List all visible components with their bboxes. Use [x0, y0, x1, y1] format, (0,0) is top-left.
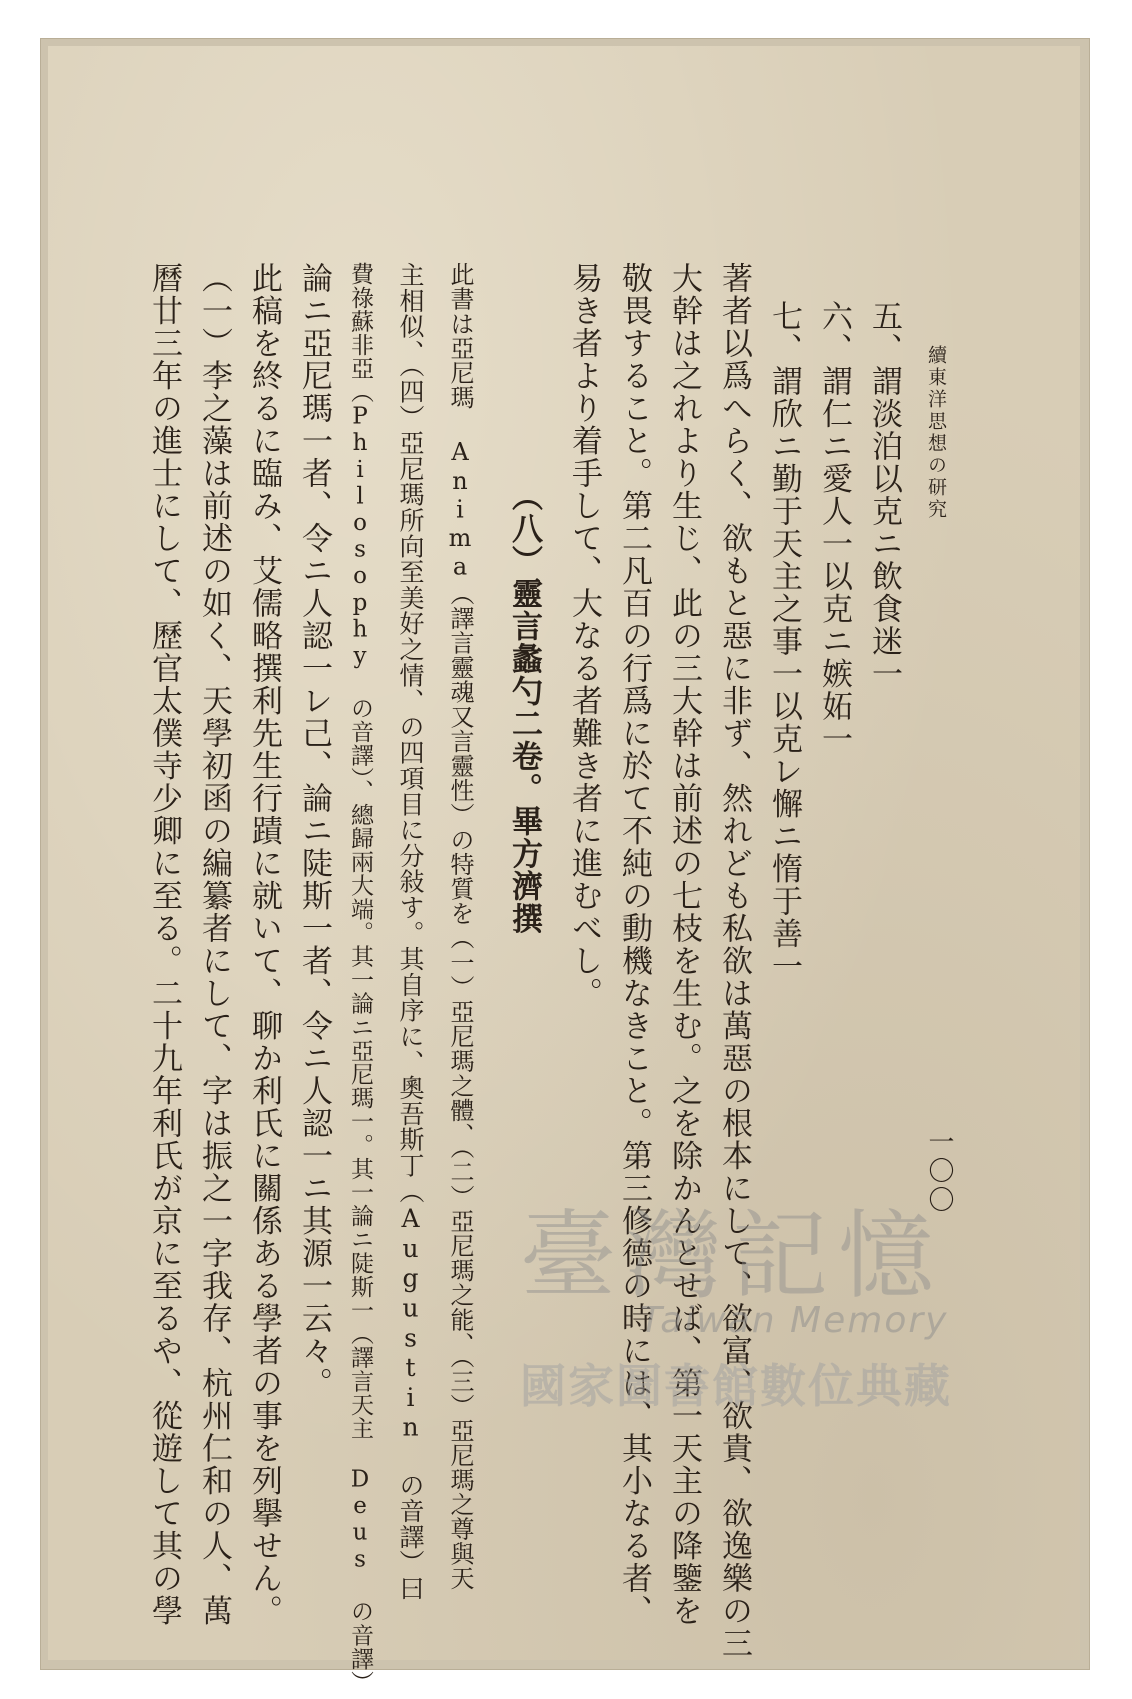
section-heading: （八）靈言蠡勺二卷。畢方濟撰: [506, 480, 542, 935]
text-line: 六、謂仁ニ愛人一以克ニ嫉妬一: [816, 300, 852, 755]
text-line: 大幹は之れより生じ、此の三大幹は前述の七枝を生む。之を除かんとせば、第一天主の降鑒を: [666, 262, 702, 1627]
page-number: 一〇〇: [924, 1128, 954, 1215]
text-line: 論ニ亞尼瑪一者、令ニ人認一レ己、論ニ陡斯一者、令ニ人認一ニ其源一云々。: [296, 262, 332, 1400]
text-line: 費祿蘇非亞（Philosophy の音譯）、總歸兩大端。其一論ニ亞尼瑪一。其一論ニ陡斯一（譯言天主 Deus の音譯）: [347, 262, 373, 1694]
watermark-org: 國家圖書館數位典藏: [520, 1359, 952, 1413]
text-line: 此書は亞尼瑪 Anima（譯言靈魂又言靈性）の特質を（一）亞尼瑪之體、（二）亞尼瑪之能、（三）亞尼瑪之尊與天: [446, 262, 474, 1591]
text-line: 易き者より着手して、大なる者難き者に進むべし。: [566, 262, 602, 1010]
text-line: 著者以爲へらく、欲もと惡に非ず、然れども私欲は萬惡の根本にして、欲富、欲貴、欲逸樂の三: [716, 262, 752, 1660]
running-header: 續東洋思想の研究: [925, 345, 947, 521]
text-line: 五、謂淡泊以克ニ飲食迷一: [866, 300, 902, 690]
text-line: （一）李之藻は前述の如く、天學初函の編纂者にして、字は振之一字我存、杭州仁和の人、萬: [196, 262, 232, 1627]
watermark-logo: 臺灣記憶: [520, 1200, 944, 1312]
text-line: 曆廿三年の進士にして、歷官太僕寺少卿に至る。二十九年利氏が京に至るや、從遊して其の學: [146, 262, 182, 1627]
text-line: 主相似、（四）亞尼瑪所向至美好之情、の四項目に分敍す。其自序に、奧吾斯丁（Augustin の音譯）曰: [396, 262, 425, 1602]
text-line: 此稿を終るに臨み、艾儒略撰利先生行蹟に就いて、聊か利氏に關係ある學者の事を列擧せん。: [246, 262, 282, 1627]
text-line: 七、謂欣ニ勤于天主之事一以克レ懈ニ惰于善一: [766, 300, 802, 983]
watermark-english: Taiwan Memory: [640, 1300, 949, 1341]
text-line: 敬畏すること。第二凡百の行爲に於て不純の動機なきこと。第三修德の時には、其小なる者、: [616, 262, 652, 1627]
